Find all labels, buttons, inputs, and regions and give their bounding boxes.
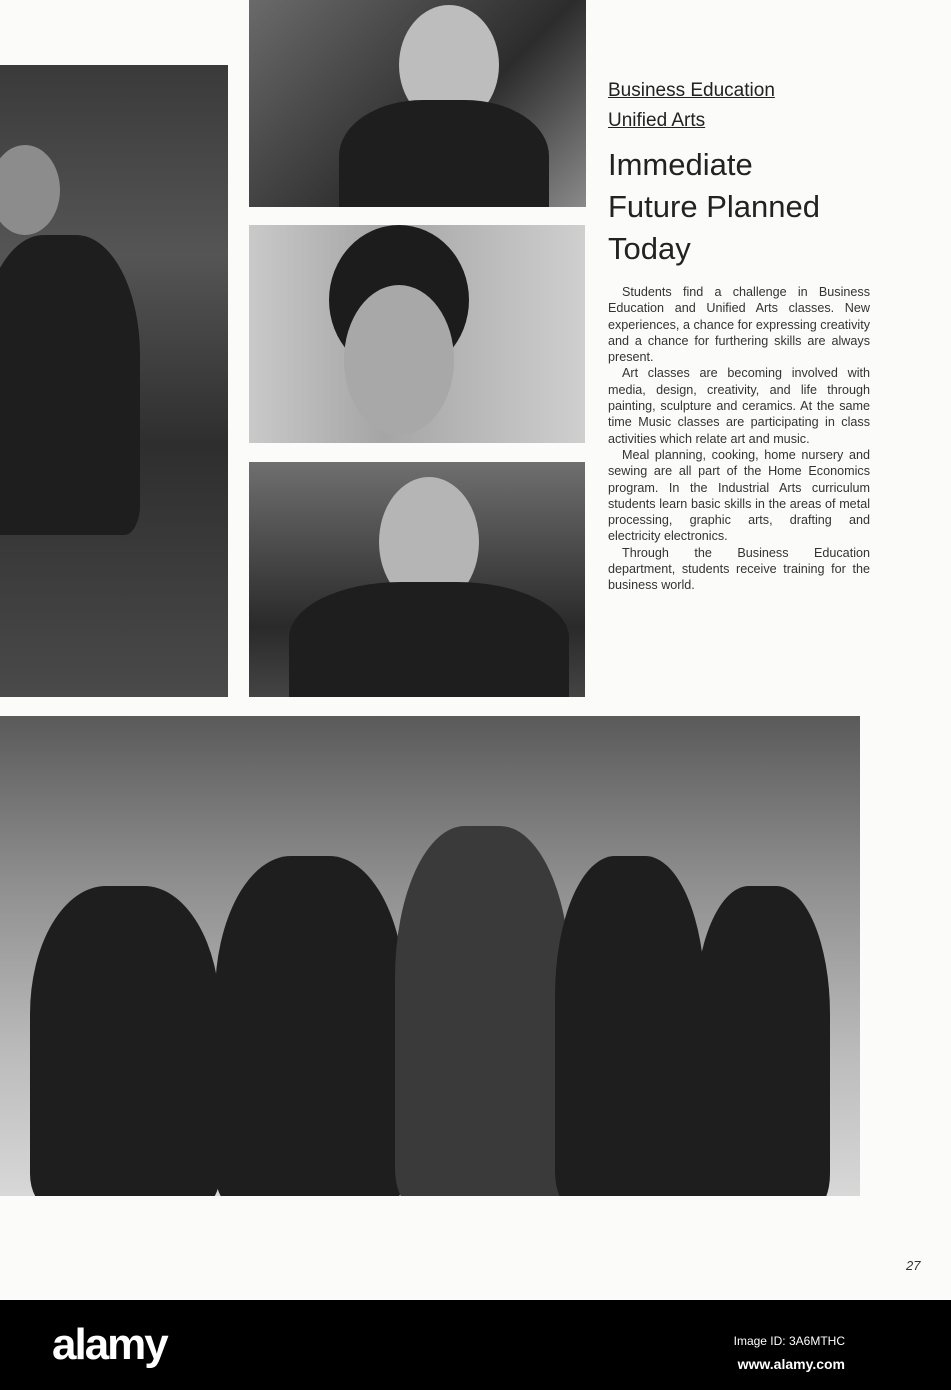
article-body <box>608 284 870 594</box>
photo-group-teachers <box>0 716 860 1196</box>
title-line: Immediate <box>608 147 753 182</box>
title-line: Future Planned <box>608 189 820 224</box>
photo-figure <box>555 856 705 1196</box>
photo-figure <box>695 886 830 1196</box>
page-number: 27 <box>906 1258 921 1273</box>
photo-figure-body <box>0 235 140 535</box>
article-title <box>608 144 870 270</box>
watermark-bar <box>0 1300 951 1390</box>
photo-teacher-left <box>0 65 228 697</box>
section-kicker: Business Education <box>608 80 775 101</box>
title-line: Today <box>608 231 691 266</box>
paragraph: Art classes are becoming involved with media, design, creativity, and life through painting, sculpture and ceramics. At the same time Music classes are participating in class activities which relate art and music. <box>608 366 870 446</box>
image-id: Image ID: 3A6MTHC <box>733 1334 845 1348</box>
site-url: www.alamy.com <box>737 1356 845 1372</box>
paragraph: Students find a challenge in Business Education and Unified Arts classes. New experiences, a chance for expressing creativity and a chance for furthering skills are always present. <box>608 285 870 365</box>
alamy-logo: alamy <box>52 1320 167 1369</box>
article-column <box>608 76 870 594</box>
photo-figure <box>215 856 405 1196</box>
photo-teacher-middle <box>249 225 585 443</box>
paragraph: Through the Business Education department, students receive training for the business world. <box>608 545 870 593</box>
photo-figure-body <box>339 100 549 207</box>
photo-figure-body <box>289 582 569 697</box>
section-kicker: Unified Arts <box>608 110 706 131</box>
photo-figure-head <box>0 145 60 235</box>
photo-teacher-top <box>249 0 586 207</box>
paragraph: Meal planning, cooking, home nursery and sewing are all part of the Home Economics program. In the Industrial Arts curriculum students learn basic skills in the areas of metal processing, graphic arts, drafting and electricity electronics. <box>608 447 870 544</box>
photo-figure <box>395 826 570 1196</box>
photo-figure <box>30 886 220 1196</box>
photo-figure-head <box>344 285 454 435</box>
photo-teacher-third <box>249 462 585 697</box>
